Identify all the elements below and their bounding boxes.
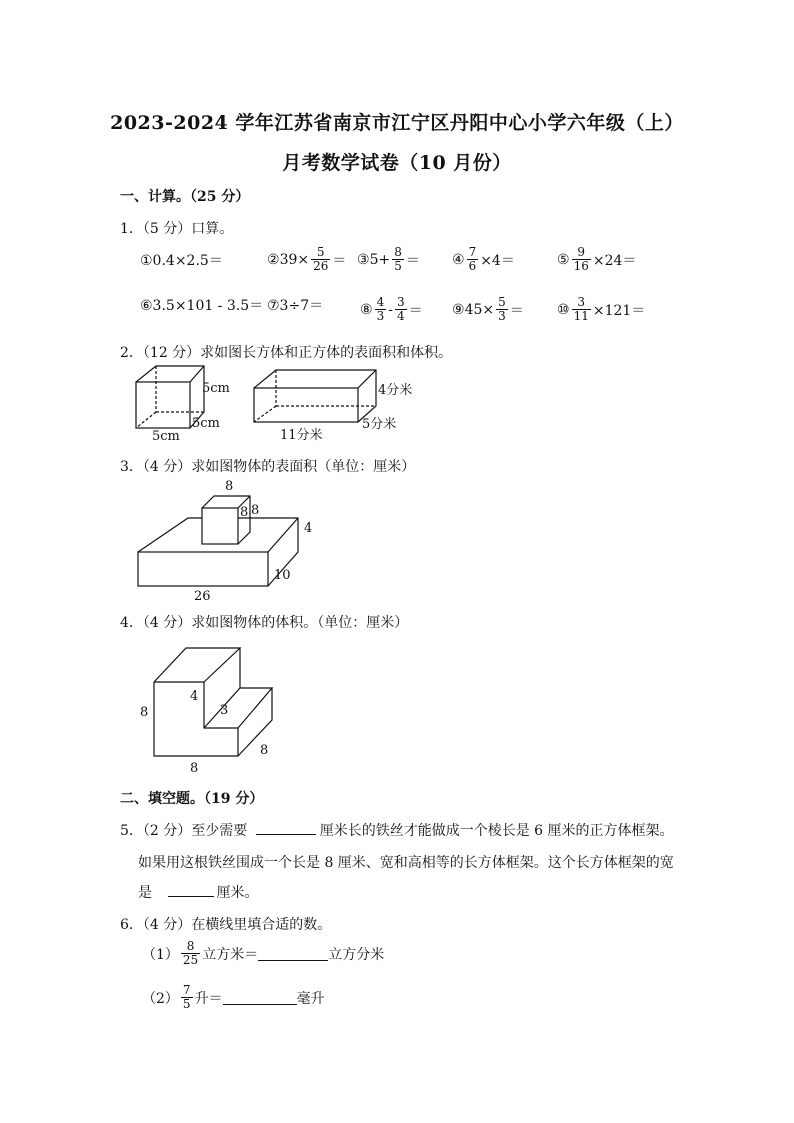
cube-and-box-figure xyxy=(130,362,413,444)
top-width-label: 8 xyxy=(225,479,234,494)
calc-item-8: ⑧ $\frac{4}{3}$ - $\frac{3}{4}$ ＝ xyxy=(360,295,423,323)
calc-item-2: ② 39× $\frac{5}{26}$ ＝ xyxy=(267,245,347,273)
box-height-label: 4分米 xyxy=(378,383,413,398)
base-height-label: 4 xyxy=(304,521,313,536)
bottom-length-label: 8 xyxy=(190,761,199,776)
calc-item-10: ⑩ $\frac{3}{11}$ ×121＝ xyxy=(557,295,646,323)
cube-depth-label: 5cm xyxy=(192,416,220,431)
question-1-label: 1．（5 分）口算。 xyxy=(120,221,234,237)
step-width-label: 3 xyxy=(220,703,229,718)
calc-item-9: ⑨ 45× $\frac{5}{3}$ ＝ xyxy=(452,295,524,323)
cube-width-label: 5cm xyxy=(152,429,180,444)
top-height-label: 8 xyxy=(240,505,249,520)
step-height-label: 4 xyxy=(190,689,199,704)
left-height-label: 8 xyxy=(140,705,149,720)
question-6-part-2: （2） $\frac{7}{5}$ 升＝ 毫升 xyxy=(142,983,325,1011)
calc-item-1: ①0.4×2.5＝ xyxy=(140,253,223,269)
calc-item-5: ⑤ $\frac{9}{16}$ ×24＝ xyxy=(557,245,637,273)
question-6-part-1: （1） $\frac{8}{25}$ 立方米＝ 立方分米 xyxy=(142,939,385,967)
answer-blank-6a[interactable] xyxy=(258,946,328,961)
calc-item-3: ③ 5+ $\frac{8}{5}$ ＝ xyxy=(357,245,420,273)
top-cube-front xyxy=(202,508,238,544)
calc-item-6: ⑥3.5×101 - 3.5＝ xyxy=(140,298,264,314)
calc-item-4: ④ $\frac{7}{6}$ ×4＝ xyxy=(452,245,515,273)
answer-blank-5b[interactable] xyxy=(168,882,214,897)
cuboid-figure xyxy=(254,370,376,422)
section-heading-fill-blanks: 二、填空题。（19 分） xyxy=(120,791,264,807)
question-6-label: 6．（4 分）在横线里填合适的数。 xyxy=(120,917,332,933)
answer-blank-5a[interactable] xyxy=(256,820,316,835)
page-subtitle: 月考数学试卷（10 月份） xyxy=(282,152,512,174)
base-depth-label: 10 xyxy=(274,568,291,583)
depth-label: 8 xyxy=(260,743,269,758)
box-depth-label: 5分米 xyxy=(362,417,397,432)
question-5-line-2: 如果用这根铁丝围成一个长是 8 厘米、宽和高相等的长方体框架。这个长方体框架的宽 xyxy=(138,855,674,871)
page-title: 2023-2024 学年江苏省南京市江宁区丹阳中心小学六年级（上） xyxy=(110,112,684,134)
question-4-label: 4．（4 分）求如图物体的体积。（单位：厘米） xyxy=(120,615,409,631)
question-2-label: 2．（12 分）求如图长方体和正方体的表面积和体积。 xyxy=(120,345,453,361)
base-length-label: 26 xyxy=(194,589,211,604)
cube-height-label: 5cm xyxy=(202,381,230,396)
question-3-label: 3．（4 分）求如图物体的表面积（单位：厘米） xyxy=(120,459,416,475)
box-length-label: 11分米 xyxy=(280,428,323,443)
section-heading-calculation: 一、计算。（25 分） xyxy=(120,189,250,205)
step-solid-figure xyxy=(134,638,284,776)
base-front-face xyxy=(138,552,268,586)
calc-item-7: ⑦3÷7＝ xyxy=(267,298,324,314)
question-5-line-1: 5．（2 分）至少需要 厘米长的铁丝才能做成一个棱长是 6 厘米的正方体框架。 xyxy=(120,820,674,840)
top-depth-label: 8 xyxy=(251,503,260,518)
question-5-line-3: 是 厘米。 xyxy=(138,882,258,902)
answer-blank-6b[interactable] xyxy=(223,990,297,1005)
stacked-solid-figure xyxy=(134,476,320,604)
